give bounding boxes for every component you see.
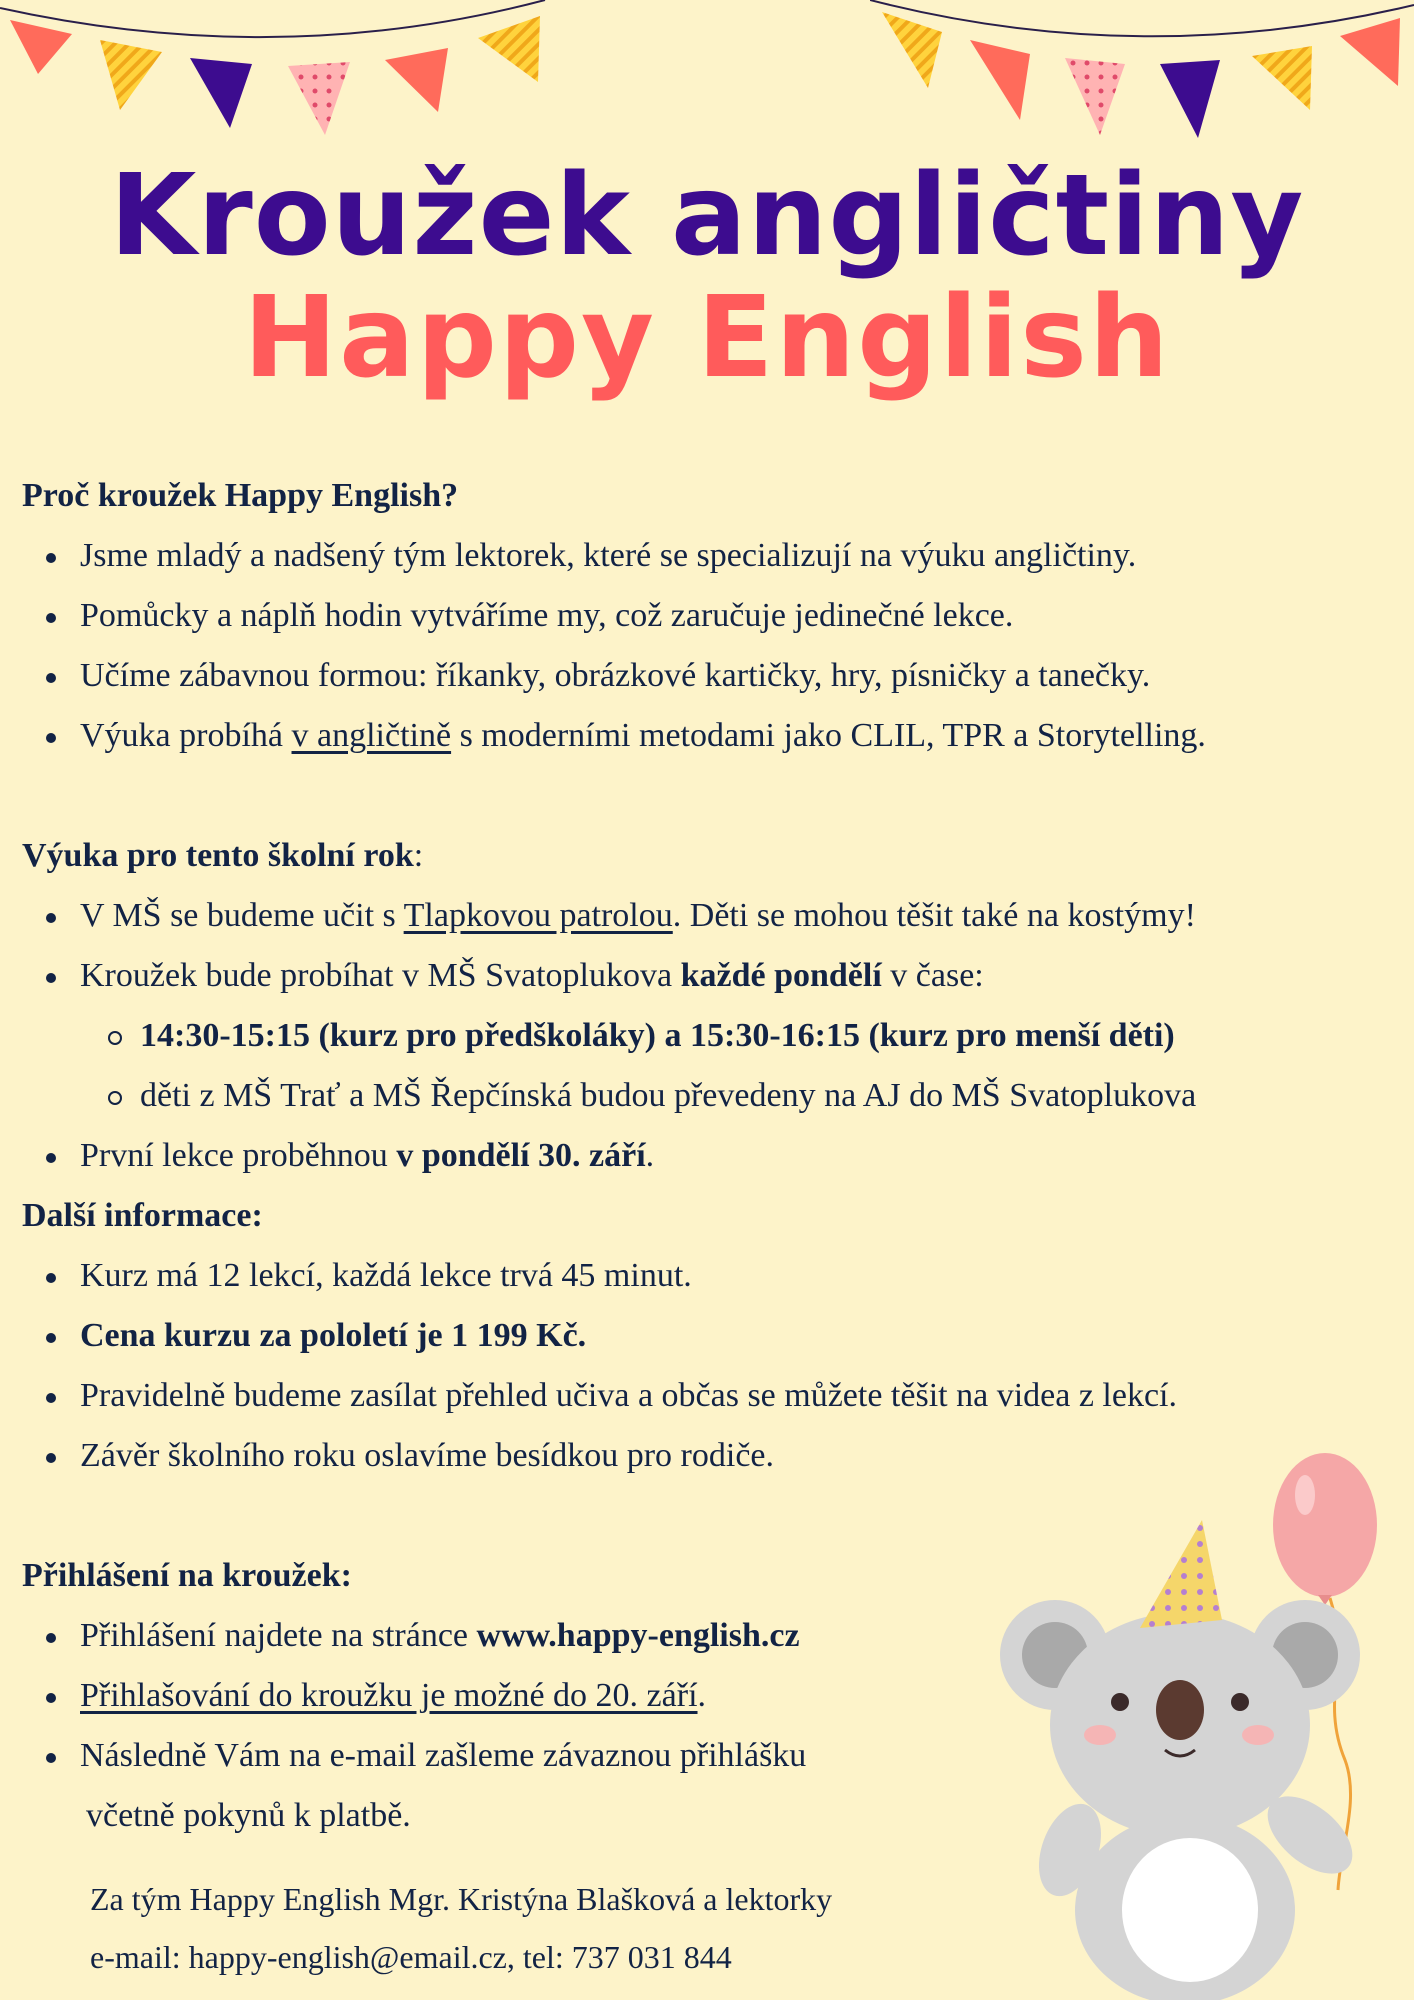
list-item-text: Přihlášení najdete na stránce xyxy=(80,1617,477,1654)
list-item-text: . Děti se mohou těšit také na kostýmy! xyxy=(672,897,1196,934)
footer-contact: e-mail: happy-english@email.cz, tel: 737 031 844 xyxy=(90,1939,732,1975)
section-heading-colon: : xyxy=(413,837,424,874)
list-item xyxy=(22,886,1402,946)
list-item-text: V MŠ se budeme učit s xyxy=(80,897,404,934)
page-title: Kroužek angličtiny xyxy=(109,151,1305,281)
section-heading-why: Proč kroužek Happy English? xyxy=(22,477,459,514)
bold-text: každé pondělí xyxy=(680,957,882,994)
underlined-text: Tlapkovou patrolou xyxy=(403,897,673,934)
list-item: Pravidelně budeme zasílat přehled učiva a občas se můžete těšit na videa z lekcí. xyxy=(22,1366,1402,1426)
list-item: Následně Vám na e-mail zašleme závaznou přihlášku xyxy=(22,1726,1402,1786)
list-item-text: První lekce proběhnou xyxy=(80,1137,397,1174)
footer-signature: Za tým Happy English Mgr. Kristýna Blašková a lektorky xyxy=(90,1881,833,1917)
footer xyxy=(90,1870,832,1986)
list-item-price: Cena kurzu za pololetí je 1 199 Kč. xyxy=(22,1306,1402,1366)
section-heading-text: Výuka pro tento školní rok xyxy=(22,837,414,874)
list-item: Učíme zábavnou formou: říkanky, obrázkové kartičky, hry, písničky a tanečky. xyxy=(22,646,1402,706)
website-link[interactable]: www.happy-english.cz xyxy=(476,1617,800,1654)
year-list xyxy=(22,886,1402,1006)
list-item-continuation: včetně pokynů k platbě. xyxy=(86,1797,411,1834)
list-item-text: v čase: xyxy=(881,957,984,994)
bunting-right-decoration xyxy=(870,0,1414,150)
bold-text: v pondělí 30. září xyxy=(396,1137,646,1174)
sublist-item: 14:30-15:15 (kurz pro předškoláky) a 15:30-16:15 (kurz pro menší děti) xyxy=(22,1006,1402,1066)
koala-illustration xyxy=(1000,1440,1400,2000)
why-list xyxy=(22,526,1402,766)
party-hat xyxy=(1140,1520,1222,1628)
section-heading-signup: Přihlášení na kroužek: xyxy=(22,1557,352,1594)
list-item: Závěr školního roku oslavíme besídkou pro rodiče. xyxy=(22,1426,1402,1486)
list-item: Kurz má 12 lekcí, každá lekce trvá 45 minut. xyxy=(22,1246,1402,1306)
section-heading-info: Další informace: xyxy=(22,1197,263,1234)
list-item-text: Výuka probíhá xyxy=(80,717,292,754)
list-item-text: Kroužek bude probíhat v MŠ Svatoplukova xyxy=(80,957,681,994)
bunting-left-decoration xyxy=(0,0,560,150)
underlined-text: Přihlašování do kroužku je možné do 20. září xyxy=(80,1677,698,1714)
list-item-text: . xyxy=(645,1137,655,1174)
list-item xyxy=(22,946,1402,1006)
list-item-text: s moderními metodami jako CLIL, TPR a Storytelling. xyxy=(451,717,1206,754)
schedule-sublist xyxy=(22,1006,1402,1126)
list-item: Pomůcky a náplň hodin vytváříme my, což zaručuje jedinečné lekce. xyxy=(22,586,1402,646)
list-item-text: . xyxy=(697,1677,707,1714)
list-item: Jsme mladý a nadšený tým lektorek, které se specializují na výuku angličtiny. xyxy=(22,526,1402,586)
page-subtitle: Happy English xyxy=(243,273,1171,403)
section-heading-year xyxy=(22,826,1402,886)
balloon xyxy=(1273,1453,1377,1597)
underlined-text: v angličtině xyxy=(291,717,452,754)
sublist-item: děti z MŠ Trať a MŠ Řepčínská budou převedeny na AJ do MŠ Svatoplukova xyxy=(22,1066,1402,1126)
list-item xyxy=(22,706,1402,766)
list-item xyxy=(22,1126,1402,1186)
year-list-continued xyxy=(22,1126,1402,1186)
